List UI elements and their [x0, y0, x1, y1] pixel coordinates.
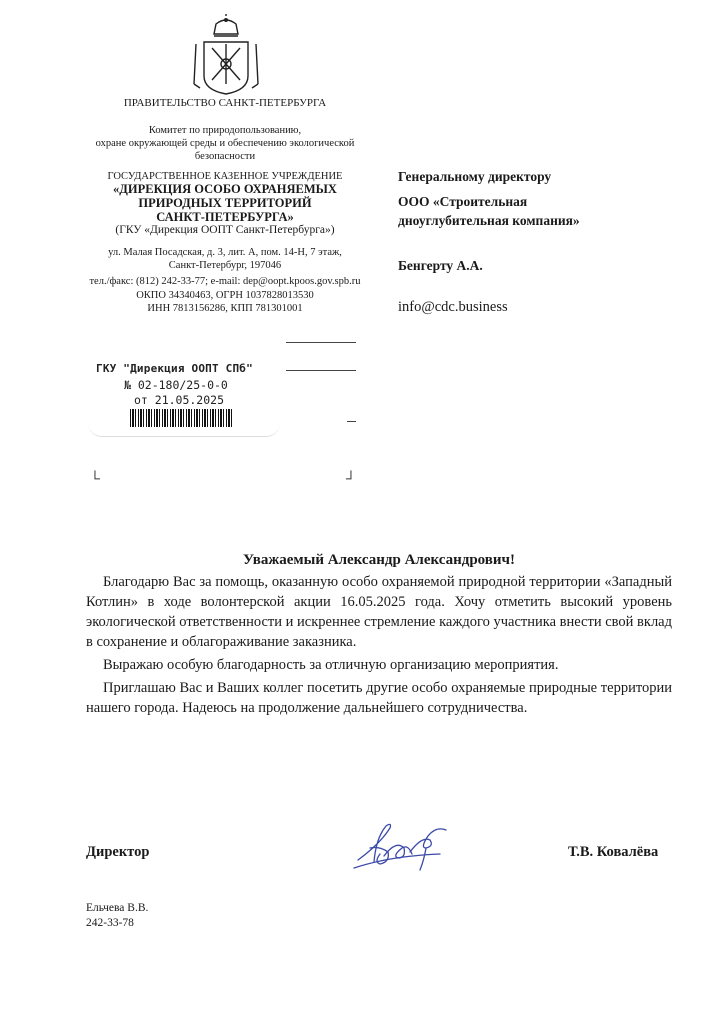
recipient-block — [398, 168, 698, 316]
recipient-email: info@cdc.business — [398, 299, 508, 315]
signature-title: Директор — [86, 844, 150, 860]
executor-block — [86, 901, 148, 931]
blank-line — [286, 370, 356, 371]
sender-contacts: тел./факс: (812) 242-33-77; e-mail: dep@oopt.kpoos.gov.spb.ru — [89, 276, 361, 287]
address-line: ул. Малая Посадская, д. 3, лит. А, пом. 14-Н, 7 этаж, — [108, 247, 342, 258]
institution-type: ГОСУДАРСТВЕННОЕ КАЗЕННОЕ УЧРЕЖДЕНИЕ — [107, 171, 343, 182]
signatory-name: Т.В. Ковалёва — [568, 844, 659, 860]
letter-paragraph: Благодарю Вас за помощь, оказанную особо охраняемой природной территории «Западный Котлин» в ходе волонтерской акции 16.05.2025 года. Хочу отметить высокий уровень экологической ответственности и искреннее стремление каждого участника внести свой вклад в сохранение и облагораживание заказника. — [86, 574, 672, 650]
institution-short-name: (ГКУ «Дирекция ООПТ Санкт-Петербурга») — [115, 224, 335, 236]
institution-name — [75, 182, 375, 224]
sender-inn-kpp: ИНН 7813156286, КПП 781301001 — [147, 303, 303, 314]
letter-paragraph: Приглашаю Вас и Ваших коллег посетить другие особо охраняемые природные территории нашего города. Надеюсь на продолжение дальнейшего сотрудничества. — [86, 680, 672, 716]
stamp-number: № 02-180/25-0-0 — [124, 378, 228, 392]
sender-okpo-ogrn: ОКПО 34340463, ОГРН 1037828013530 — [136, 290, 314, 301]
corner-mark-right: ┘ — [346, 472, 356, 487]
recipient-name: Бенгерту А.А. — [398, 258, 483, 273]
committee-name — [75, 124, 375, 163]
coat-of-arms-emblem — [190, 14, 262, 96]
corner-mark-left: └ — [90, 472, 100, 487]
institution-name-line: САНКТ-ПЕТЕРБУРГА» — [156, 210, 294, 224]
recipient-position: Генеральному директору — [398, 169, 552, 184]
barcode — [130, 409, 232, 427]
stamp-org: ГКУ "Дирекция ООПТ СПб" — [96, 362, 253, 375]
committee-line: Комитет по природопользованию, — [148, 125, 302, 136]
blank-line — [286, 342, 356, 343]
committee-line: безопасности — [194, 151, 256, 162]
salutation: Уважаемый Александр Александрович! — [243, 552, 515, 568]
recipient-company-line: дноуглубительная компания» — [398, 213, 580, 228]
letter-paragraph: Выражаю особую благодарность за отличную организацию мероприятия. — [103, 657, 559, 673]
letter-body — [86, 572, 672, 718]
blank-line — [347, 421, 356, 422]
handwritten-signature — [350, 818, 460, 874]
institution-name-line: ПРИРОДНЫХ ТЕРРИТОРИЙ — [138, 196, 312, 210]
registration-stamp — [88, 352, 280, 437]
executor-phone: 242-33-78 — [86, 917, 134, 929]
institution-name-line: «ДИРЕКЦИЯ ОСОБО ОХРАНЯЕМЫХ — [113, 182, 337, 196]
executor-name: Ельчева В.В. — [86, 902, 149, 914]
sender-address — [75, 246, 375, 272]
recipient-company-line: ООО «Строительная — [398, 194, 528, 209]
stamp-date: от 21.05.2025 — [134, 393, 225, 407]
address-line: Санкт-Петербург, 197046 — [168, 260, 282, 271]
committee-line: охране окружающей среды и обеспечению экологической — [95, 138, 355, 149]
government-name: ПРАВИТЕЛЬСТВО САНКТ-ПЕТЕРБУРГА — [123, 97, 327, 109]
